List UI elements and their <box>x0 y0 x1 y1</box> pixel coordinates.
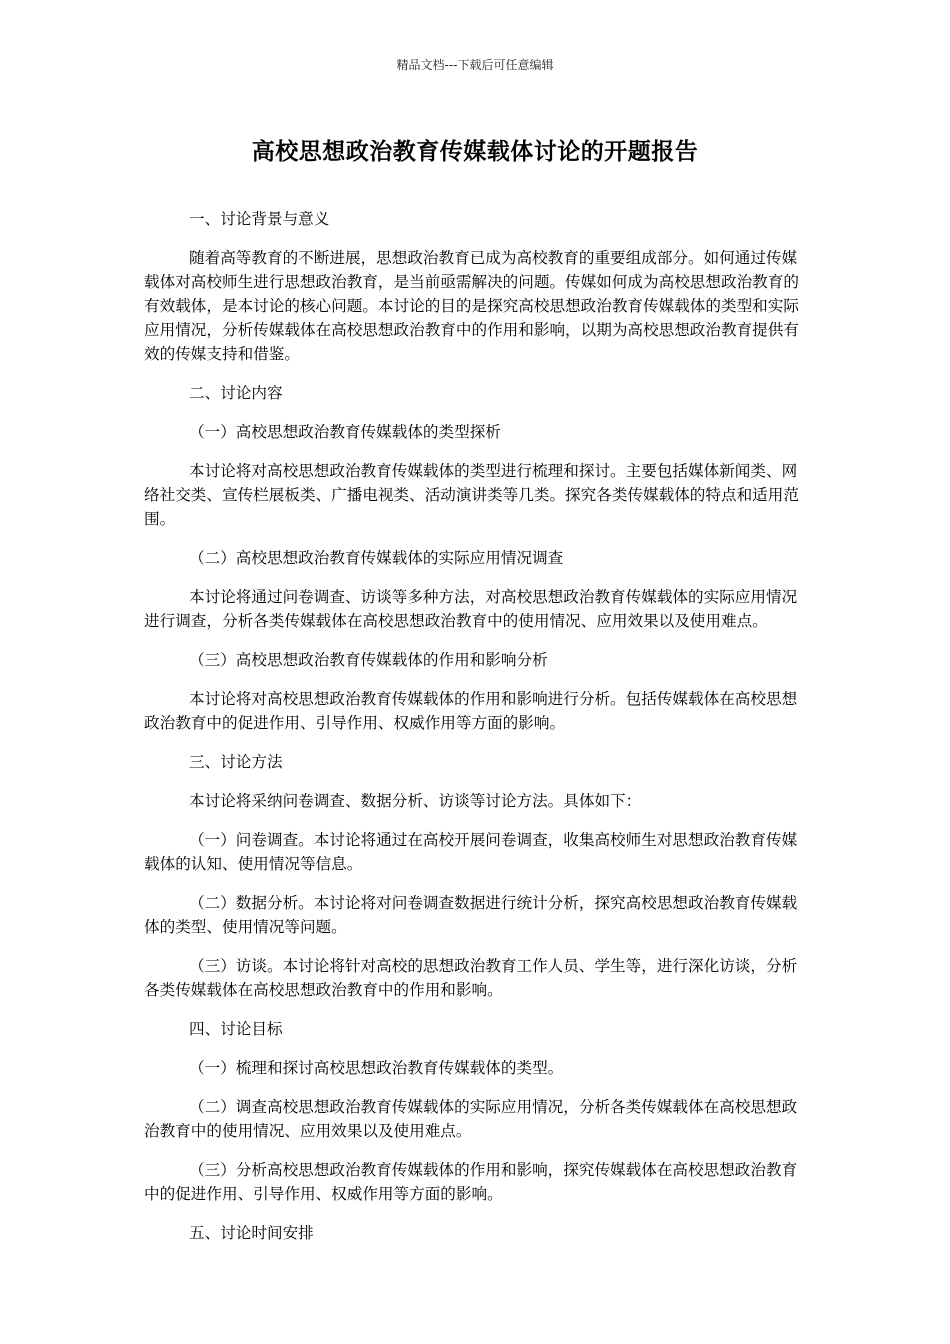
paragraph-methods: 本讨论将采纳问卷调查、数据分析、访谈等讨论方法。具体如下： <box>189 792 642 810</box>
list-item-survey: （一）问卷调查。本讨论将通过在高校开展问卷调查，收集高校师生对思想政治教育传媒载体的认知、使用情况等信息。 <box>144 831 798 873</box>
section-heading-schedule: 五、讨论时间安排 <box>189 1224 314 1242</box>
list-item-goal-2: （二）调查高校思想政治教育传媒载体的实际应用情况，分析各类传媒载体在高校思想政治教育中的使用情况、应用效果以及使用难点。 <box>144 1098 798 1140</box>
paragraph-background: 随着高等教育的不断进展，思想政治教育已成为高校教育的重要组成部分。如何通过传媒载体对高校师生进行思想政治教育，是当前亟需解决的问题。传媒如何成为高校思想政治教育的有效载体，是本讨论的核心问题。本讨论的目的是探究高校思想政治教育传媒载体的类型和实际应用情况，分析传媒载体在高校思想政治教育中的作用和影响，以期为高校思想政治教育提供有效的传媒支持和借鉴。 <box>144 249 799 363</box>
document-body <box>144 207 806 1260</box>
section-heading-methods: 三、讨论方法 <box>189 753 283 771</box>
paragraph-application: 本讨论将通过问卷调查、访谈等多种方法，对高校思想政治教育传媒载体的实际应用情况进行调查，分析各类传媒载体在高校思想政治教育中的使用情况、应用效果以及使用难点。 <box>144 588 798 630</box>
document-title: 高校思想政治教育传媒载体讨论的开题报告 <box>251 139 699 165</box>
paragraph-types: 本讨论将对高校思想政治教育传媒载体的类型进行梳理和探讨。主要包括媒体新闻类、网络社交类、宣传栏展板类、广播电视类、活动演讲类等几类。探究各类传媒载体的特点和适用范围。 <box>144 462 799 528</box>
subheading-application: （二）高校思想政治教育传媒载体的实际应用情况调查 <box>189 549 564 567</box>
list-item-interview: （三）访谈。本讨论将针对高校的思想政治教育工作人员、学生等，进行深化访谈，分析各类传媒载体在高校思想政治教育中的作用和影响。 <box>144 957 798 999</box>
list-item-goal-1: （一）梳理和探讨高校思想政治教育传媒载体的类型。 <box>189 1059 564 1077</box>
section-heading-background: 一、讨论背景与意义 <box>189 210 330 228</box>
list-item-goal-3: （三）分析高校思想政治教育传媒载体的作用和影响，探究传媒载体在高校思想政治教育中的促进作用、引导作用、权威作用等方面的影响。 <box>144 1161 798 1203</box>
section-heading-goals: 四、讨论目标 <box>189 1020 283 1038</box>
page-header-note: 精品文档---下载后可任意编辑 <box>396 58 554 72</box>
subheading-types: （一）高校思想政治教育传媒载体的类型探析 <box>189 423 501 441</box>
paragraph-impact: 本讨论将对高校思想政治教育传媒载体的作用和影响进行分析。包括传媒载体在高校思想政治教育中的促进作用、引导作用、权威作用等方面的影响。 <box>144 690 798 732</box>
list-item-data-analysis: （二）数据分析。本讨论将对问卷调查数据进行统计分析，探究高校思想政治教育传媒载体的类型、使用情况等问题。 <box>144 894 798 936</box>
section-heading-content: 二、讨论内容 <box>189 384 283 402</box>
subheading-impact: （三）高校思想政治教育传媒载体的作用和影响分析 <box>189 651 548 669</box>
